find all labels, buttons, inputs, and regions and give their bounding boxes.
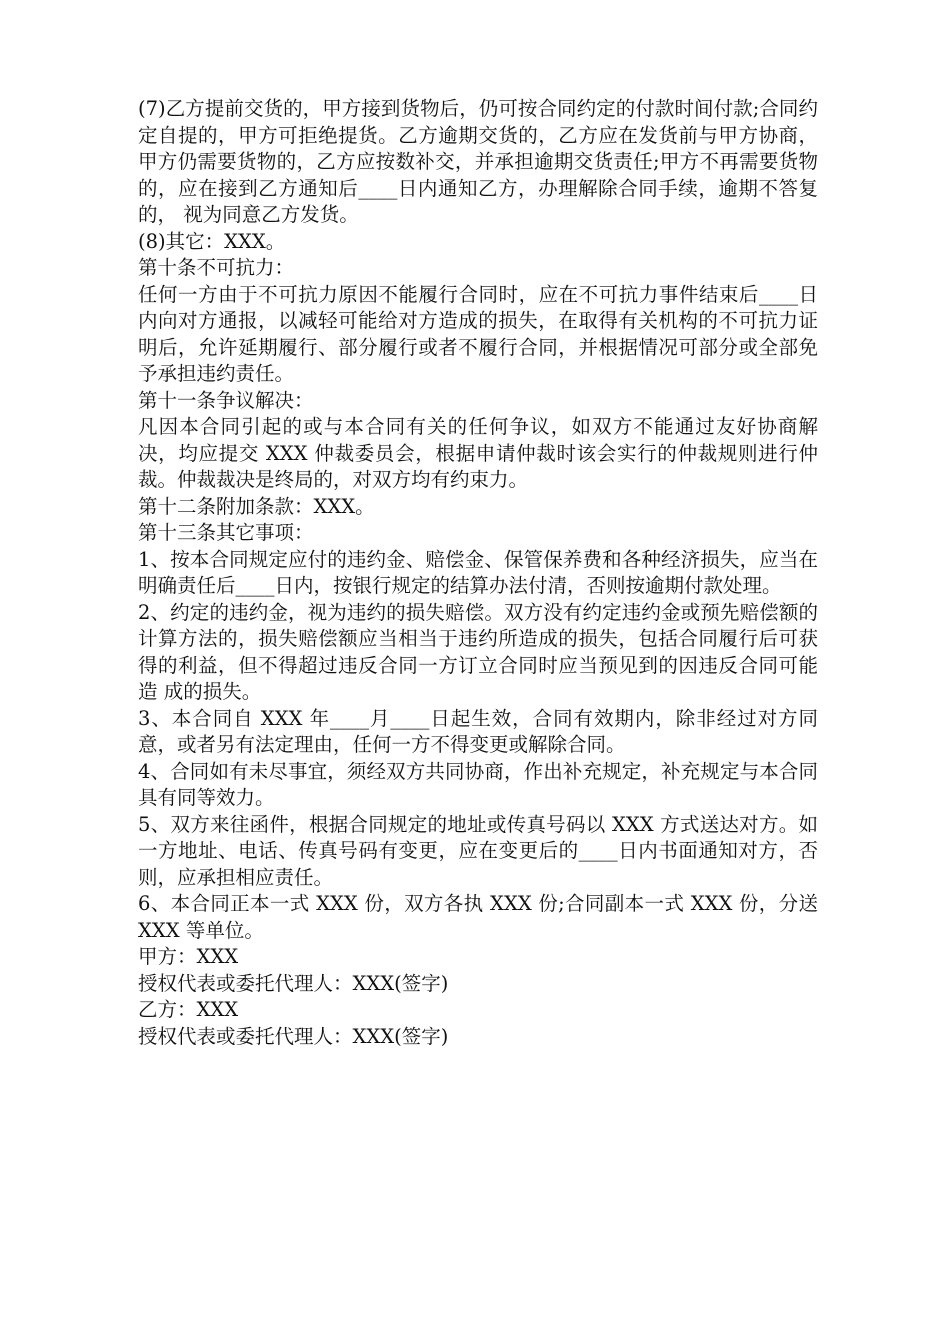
article-13-item-6: 6、本合同正本一式 XXX 份，双方各执 XXX 份;合同副本一式 XXX 份，分送 XXX 等单位。 (138, 892, 818, 942)
article-13-item-2: 2、约定的违约金，视为违约的损失赔偿。双方没有约定违约金或预先赔偿额的计算方法的，损失赔偿额应当相当于违约所造成的损失，包括合同履行后可获 得的利益，但不得超过违反合同一方订立合同时应当预见到的因违反合同可能造 成的损失。 (138, 600, 818, 703)
party-a-line: 甲方：XXX (138, 945, 239, 968)
article-11-body: 凡因本合同引起的或与本合同有关的任何争议，如双方不能通过友好协商解决，均应提交 XXX 仲裁委员会，根据申请仲裁时该会实行的仲裁规则进行仲裁。仲裁裁决是终局的，对双方均有约束力。 (138, 415, 818, 491)
article-10-heading: 第十条不可抗力： (138, 256, 295, 279)
article-12-paragraph: 第十二条附加条款：XXX。 (138, 494, 375, 518)
party-b-line: 乙方：XXX (138, 998, 239, 1021)
clause-7-paragraph: (7)乙方提前交货的，甲方接到货物后，仍可按合同约定的付款时间付款;合同约定自提的，甲方可拒绝提货。乙方逾期交货的，乙方应在发货前与甲方协商，甲方仍需要货物的，乙方应按数补交，并承担逾期交货责任;甲方不再需要货物 的，应在接到乙方通知后____日内通知乙方，办理解除合同手续，逾期不答复的， 视为同意乙方发货。 (138, 97, 818, 226)
party-b-signatory-line: 授权代表或委托代理人：XXX(签字) (138, 1024, 449, 1048)
article-13-heading: 第十三条其它事项： (138, 521, 314, 544)
clause-8-paragraph: (8)其它：XXX。 (138, 229, 286, 253)
article-13-item-3: 3、本合同自 XXX 年____月____日起生效，合同有效期内，除非经过对方同意，或者另有法定理由，任何一方不得变更或解除合同。 (138, 706, 818, 756)
article-10-body: 任何一方由于不可抗力原因不能履行合同时，应在不可抗力事件结束后____日内向对方通报，以减轻可能给对方造成的损失，在取得有关机构的不可抗力证明后，允许延期履行、部分履行或者不履行合同，并根据情况可部分或全部免 予承担违约责任。 (138, 282, 818, 385)
article-13-item-1: 1、按本合同规定应付的违约金、赔偿金、保管保养费和各种经济损失，应当在明确责任后____日内，按银行规定的结算办法付清，否则按逾期付款处理。 (138, 547, 818, 597)
contract-body (138, 96, 818, 1050)
article-13-item-5: 5、双方来往函件，根据合同规定的地址或传真号码以 XXX 方式送达对方。如一方地址、电话、传真号码有变更，应在变更后的____日内书面通知对方，否 则，应承担相应责任。 (138, 812, 818, 889)
party-a-signatory-line: 授权代表或委托代理人：XXX(签字) (138, 971, 449, 995)
article-13-item-4: 4、合同如有未尽事宜，须经双方共同协商，作出补充规定，补充规定与本合同具有同等效力。 (138, 759, 818, 809)
article-11-heading: 第十一条争议解决： (138, 388, 314, 412)
